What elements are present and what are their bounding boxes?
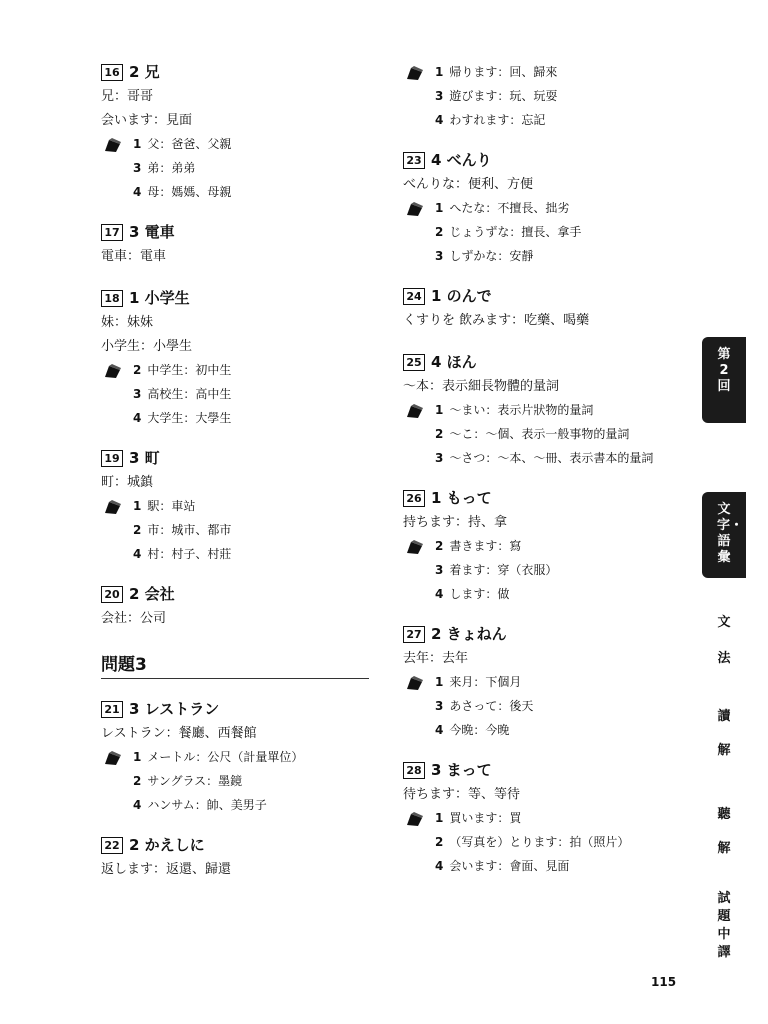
question-number: 16 (101, 64, 123, 81)
page-number: 115 (651, 975, 677, 989)
answer: 2 兄 (129, 63, 160, 81)
side-label-listening[interactable] (702, 798, 746, 866)
answer: 3 電車 (129, 223, 175, 241)
pencil-hint-icon (405, 539, 425, 555)
option: 3 遊びます：玩、玩耍 (435, 89, 558, 103)
pencil-hint-icon (405, 675, 425, 691)
vocab-line: 去年：去年 (403, 651, 469, 666)
option: 2 （写真を）とります：拍（照片） (435, 835, 630, 849)
option: 1 メートル：公尺（計量單位） (133, 750, 304, 764)
question-number: 20 (101, 586, 123, 603)
side-label-text: 聽解 (717, 807, 731, 856)
vocab-line: レストラン：餐廳、西餐館 (101, 726, 257, 741)
question-28 (403, 760, 693, 874)
left-column (101, 62, 371, 901)
question-27 (403, 624, 693, 738)
vocab-line: ～本：表示細長物體的量詞 (403, 379, 560, 394)
question-number: 26 (403, 490, 425, 507)
options (403, 810, 693, 874)
option: 1 買います：買 (435, 811, 522, 825)
answer: 2 かえしに (129, 836, 205, 854)
question-number: 23 (403, 152, 425, 169)
answer: 1 小学生 (129, 289, 190, 307)
vocab-line: くすりを 飲みます：吃藥、喝藥 (403, 313, 590, 328)
option: 4 します：做 (435, 587, 510, 601)
option: 2 じょうずな：擅長、拿手 (435, 225, 582, 239)
side-label-reading[interactable] (702, 700, 746, 768)
option: 1 父：爸爸、父親 (133, 137, 232, 151)
question-16 (101, 62, 371, 200)
pencil-hint-icon (103, 137, 123, 153)
option: 4 今晩：今晚 (435, 723, 510, 737)
question-18 (101, 288, 371, 426)
pencil-hint-icon (405, 403, 425, 419)
option: 2 サングラス：墨鏡 (133, 774, 243, 788)
pencil-hint-icon (405, 201, 425, 217)
vocab-line: べんりな：便利、方便 (403, 177, 534, 192)
question-number: 24 (403, 288, 425, 305)
side-label-text: 試題中譯 (717, 891, 731, 960)
question-19 (101, 448, 371, 562)
answer: 3 まって (431, 761, 492, 779)
option: 4 ハンサム：帥、美男子 (133, 798, 267, 812)
option: 3 高校生：高中生 (133, 387, 232, 401)
vocab-line: 電車：電車 (101, 249, 167, 264)
side-label-text: 文法 (717, 615, 731, 666)
question-number: 22 (101, 837, 123, 854)
pencil-hint-icon (103, 363, 123, 379)
option: 1 駅：車站 (133, 499, 196, 513)
options (101, 749, 371, 813)
option: 3 ～さつ：～本、～冊、表示書本的量詞 (435, 451, 654, 465)
question-25 (403, 352, 693, 466)
question-number: 27 (403, 626, 425, 643)
option: 3 弟：弟弟 (133, 161, 196, 175)
vocab-line: 小学生：小學生 (101, 339, 193, 354)
section-title: 問題3 (101, 650, 369, 679)
answer: 1 もって (431, 489, 492, 507)
option: 1 ～まい：表示片狀物的量詞 (435, 403, 594, 417)
option: 4 母：媽媽、母親 (133, 185, 232, 199)
right-column (403, 62, 693, 896)
side-label-text: 讀解 (717, 709, 731, 758)
question-number: 21 (101, 701, 123, 718)
tab-vocabulary[interactable] (702, 492, 746, 578)
side-label-translation[interactable] (702, 890, 746, 962)
vocab-line: 持ちます：持、拿 (403, 515, 508, 530)
answer: 2 会社 (129, 585, 175, 603)
option: 2 ～こ：～個、表示一般事物的量詞 (435, 427, 630, 441)
answer: 2 きょねん (431, 625, 507, 643)
tab-label: 第2回 (717, 347, 731, 394)
option: 1 帰ります：回、歸來 (435, 65, 558, 79)
question-number: 19 (101, 450, 123, 467)
answer: 3 町 (129, 449, 160, 467)
question-22-continued (403, 64, 693, 128)
answer: 4 べんり (431, 151, 492, 169)
option: 1 へたな：不擅長、拙劣 (435, 201, 570, 215)
tab-label: 文字・語彙 (717, 502, 744, 565)
pencil-hint-icon (103, 499, 123, 515)
question-17 (101, 222, 371, 266)
option: 1 来月：下個月 (435, 675, 522, 689)
pencil-hint-icon (103, 750, 123, 766)
option: 4 村：村子、村莊 (133, 547, 232, 561)
answer: 3 レストラン (129, 700, 220, 718)
question-21 (101, 699, 371, 813)
question-number: 18 (101, 290, 123, 307)
options (403, 538, 693, 602)
pencil-hint-icon (405, 811, 425, 827)
option: 4 わすれます：忘記 (435, 113, 546, 127)
vocab-line: 妹：妹妹 (101, 315, 154, 330)
vocab-line: 兄：哥哥 (101, 89, 154, 104)
vocab-line: 返します：返還、歸還 (101, 862, 232, 877)
question-20 (101, 584, 371, 628)
options (101, 498, 371, 562)
question-number: 25 (403, 354, 425, 371)
option: 3 あさって：後天 (435, 699, 534, 713)
question-number: 28 (403, 762, 425, 779)
question-22 (101, 835, 371, 879)
options (101, 362, 371, 426)
vocab-line: 待ちます：等、等待 (403, 787, 521, 802)
options (403, 64, 693, 128)
vocab-line: 会います：見面 (101, 113, 193, 128)
question-24 (403, 286, 693, 330)
options (403, 200, 693, 264)
pencil-hint-icon (405, 65, 425, 81)
option: 2 中学生：初中生 (133, 363, 232, 377)
options (403, 674, 693, 738)
option: 3 着ます：穿（衣服） (435, 563, 558, 577)
option: 4 会います：會面、見面 (435, 859, 570, 873)
option: 2 書きます：寫 (435, 539, 522, 553)
option: 3 しずかな：安靜 (435, 249, 534, 263)
question-26 (403, 488, 693, 602)
vocab-line: 会社：公司 (101, 611, 167, 626)
side-label-grammar[interactable] (702, 605, 746, 677)
answer: 1 のんで (431, 287, 492, 305)
vocab-line: 町：城鎮 (101, 475, 154, 490)
option: 4 大学生：大學生 (133, 411, 232, 425)
answer: 4 ほん (431, 353, 477, 371)
options (101, 136, 371, 200)
question-23 (403, 150, 693, 264)
question-number: 17 (101, 224, 123, 241)
options (403, 402, 693, 466)
option: 2 市：城市、都市 (133, 523, 232, 537)
tab-round-2[interactable] (702, 337, 746, 423)
